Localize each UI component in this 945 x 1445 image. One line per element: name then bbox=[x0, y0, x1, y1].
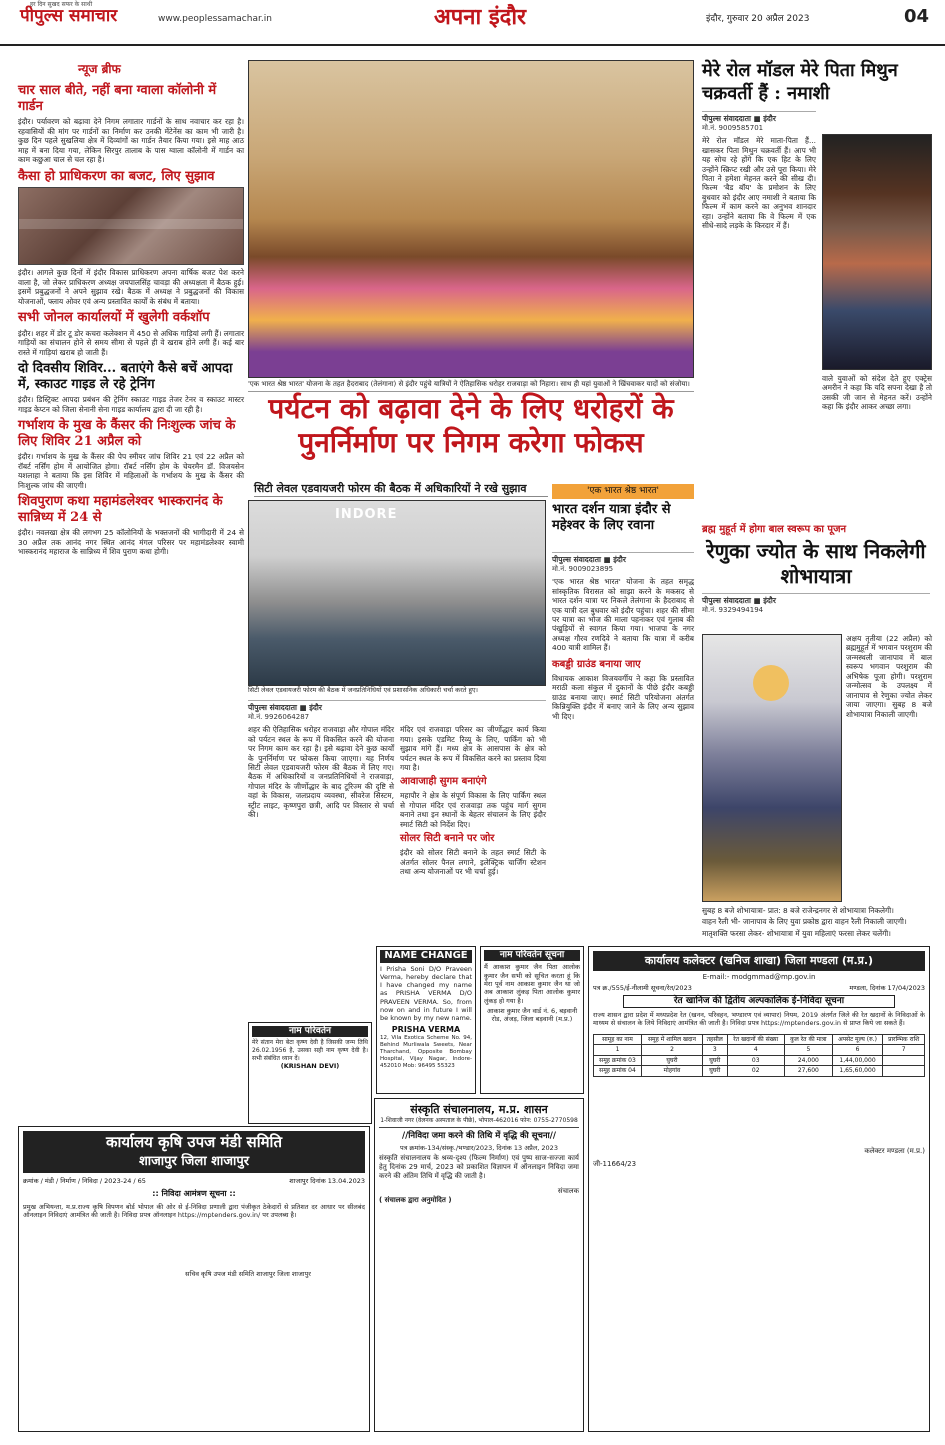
table-cell: 2 bbox=[641, 1045, 702, 1056]
renuka-mobile: मो.नं. 9329494194 bbox=[702, 606, 764, 615]
ek-body: 'एक भारत श्रेष्ठ भारत' योजना के तहत समृद्ध सांस्कृतिक विरासत को साझा करने के मकसद से भारत दर्शन यात्रा पर निकले तेलंगाना के हैदराबाद से एक यात्री दल बुधवार को इंदौर पहुंचा। शहर की सीमा पर यात्रा का भोज की माला पहनाकर एवं गुलाब की पंखुड़ियों से स्वागत किया गया। भाजपा के नगर अध्यक्ष गौरव रणदिवे ने बताया कि यात्रा में करीब 400 यात्री शामिल हैं। bbox=[552, 577, 694, 653]
table-cell: समूह क्रमांक 03 bbox=[594, 1055, 642, 1066]
lead-headline: पर्यटन को बढ़ावा देने के लिए धरोहरों के पुनर्निर्माण पर निगम करेगा फोकस bbox=[268, 392, 674, 460]
np-sign-1: (KRISHAN DEVI) bbox=[280, 1062, 340, 1071]
brief-headline-6: शिवपुराण कथा महामंडलेश्वर भास्करानंद के सान्निध्य में 24 से bbox=[18, 494, 223, 525]
section-title: अपना इंदौर bbox=[434, 4, 527, 30]
lead-body-1: शहर की ऐतिहासिक धरोहर राजवाड़ा और गोपाल मंदिर को पर्यटन स्थल के रूप में विकसित करने की योजना पर निगम काम कर रहा है। इसे बढ़ावा देने कुछ कार्यों के पुनर्निर्माण पर फोकस किया जाएगा। यह निर्णय सिटी लेवल एडवायजरी फोरम की बैठक में लिए गए। बैठक में अधिकारियों व जनप्रतिनिधियों ने राजवाड़ा, गोपाल मंदिर के जीर्णोद्धार के बाद टूरिज्म की दृष्टि से वहां के विकास, जलप्रदाय व्यवस्था, सीवरेज सिस्टम, स्ट्रीट लाइट, कृष्णपुरा छत्री, आदि पर विस्तार से चर्चा की। bbox=[248, 725, 394, 820]
name-parivartan-ad-1 bbox=[248, 1022, 372, 1124]
collector-tender-ad bbox=[588, 946, 930, 1432]
dateline: इंदौर, गुरुवार 20 अप्रैल 2023 bbox=[706, 14, 810, 24]
table-header-cell: कुल रेत की मात्रा bbox=[784, 1034, 832, 1045]
table-cell bbox=[883, 1066, 925, 1077]
brief-body-2: इंदौर। आगले कुछ दिनों में इंदौर विकास प्राधिकरण अपना वार्षिक बजट पेश करने वाला है, जो लेकर प्राधिकरण अध्यक्ष जयपालसिंह चावड़ा की अध्यक्षता में बैठक हुई। इसमें प्रबुद्धजनों ने अपने सुझाव रखे। बैठक में अध्यक्ष ने प्रबुद्धजनों की विकास योजनाओं, फ्लाय ओवर एवं अन्य प्रस्तावित कार्यों के संबंध में बताया। bbox=[18, 268, 244, 306]
sanskriti-sign: संचालक bbox=[557, 1187, 579, 1196]
renuka-side-text bbox=[846, 634, 932, 719]
ek-sub-body: विधायक आकाश विजयवर्गीय ने कहा कि प्रस्तावित मराठी कला संकुल में दुकानों के पीछे इंदौर कबड्डी ग्राउंड बनाया जाए। स्मार्ट सिटी परियोजना अंतर्गत किन्नियुक्ति इंदौर में बनाए जाने के लिए अन्य सुझाव भी दिए। bbox=[552, 673, 694, 721]
table-row bbox=[594, 1066, 925, 1077]
news-brief-tag: न्यूज ब्रीफ bbox=[78, 62, 121, 76]
renuka-list-item-1: सुबह 8 बजे शोभायात्रा- प्रात: 8 बजे राजेन्द्रनगर से शोभायात्रा निकलेगी। bbox=[702, 906, 894, 915]
name-change-address: 12, Vila Exotica Scheme No. 94, Behind Murliwala Sweets, Near Tharchand, Opposite Bombay Hospital, Vijay Nagar, Indore-452010 Mob: 96495 55323 bbox=[380, 1034, 472, 1069]
np-title-1: नाम परिवर्तन bbox=[252, 1026, 368, 1037]
ek-byline: पीपुल्स संवाददाता ■ इंदौर bbox=[552, 552, 694, 564]
namashi-mobile: मो.नं. 9009585701 bbox=[702, 124, 764, 133]
table-cell: 03 bbox=[727, 1055, 784, 1066]
lead-sub-2: सोलर सिटी बनाने पर जोर bbox=[400, 833, 495, 845]
rajwada-group-photo bbox=[248, 60, 694, 378]
site-url[interactable]: www.peoplessamachar.in bbox=[158, 14, 272, 24]
mandi-ref: क्रमांक / मंडी / निर्माण / निविदा / 2023-24 / 65 bbox=[23, 1177, 146, 1185]
lead-sub-2-body: इंदौर को सोलर सिटी बनाने के तहत स्मार्ट सिटी के अंतर्गत सोलर पैनल लगाने, इलेक्ट्रिक चार्जिंग स्टेशन तथा अन्य योजनाओं पर भी चर्चा हुई। bbox=[400, 848, 546, 877]
brief-body-6: इंदौर। नवलखा क्षेत्र की लगभग 25 कॉलोनियों के भक्तजनों की भागीदारी में 24 से 30 अप्रैल तक आनंद नगर स्थित आनंद मंगल परिसर पर महामंडलेश्वर स्वामी भास्करानंद महाराज के सान्निध्य में शिव पुराण कथा होगी। bbox=[18, 528, 244, 557]
brand-tagline: हर दिन सुखद सफर के साथी bbox=[30, 1, 93, 8]
forum-meeting-photo bbox=[248, 500, 546, 686]
collector-ref: पत्र क्र./555/ई-नीलामी सूचना/रेत/2023 bbox=[593, 983, 692, 992]
table-cell: 1,65,60,000 bbox=[832, 1066, 883, 1077]
table-cell: समूह क्रमांक 04 bbox=[594, 1066, 642, 1077]
lead-byline: पीपुल्स संवाददाता ■ इंदौर bbox=[248, 700, 546, 712]
ek-bharat-story bbox=[552, 552, 694, 721]
renuka-kicker: ब्रह्म मुहूर्त में होगा बाल स्वरूप का पूजन bbox=[702, 524, 847, 535]
brand-logo bbox=[20, 1, 118, 27]
mandi-notice: :: निविदा आमंत्रण सूचना :: bbox=[152, 1189, 236, 1199]
table-header-cell: रेत खदानों की संख्या bbox=[727, 1034, 784, 1045]
table-cell: 3 bbox=[702, 1045, 727, 1056]
lead-sub-1-body: महापौर ने क्षेत्र के संपूर्ण विकास के लिए पार्किंग स्थल से गोपाल मंदिर एवं राजवाड़ा तक पहुंच मार्ग सुगम बनाने तथा इन स्थानों के बेहतर संचालन के लिए इंदौर स्मार्ट सिटी को निर्देश दिए। bbox=[400, 791, 546, 829]
table-cell: घुघरी bbox=[641, 1055, 702, 1066]
collector-sign: कलेक्टर मण्डला (म.प्र.) bbox=[864, 1146, 925, 1155]
table-cell: 4 bbox=[727, 1045, 784, 1056]
brief-body-3: इंदौर। शहर में डोर टू डोर कचरा कलेक्शन में 450 से अधिक गाड़ियां लगी हैं। लगातार गाड़ियों का संचालन होने से समय सीमा से पहले ही वे खराब होने लगी हैं। कई बार रास्ते में गाड़ियां खराब हो जाती हैं। bbox=[18, 328, 244, 357]
table-cell: मोहगांव bbox=[641, 1066, 702, 1077]
renuka-headline: रेणुका ज्योत के साथ निकलेगी शोभायात्रा bbox=[706, 539, 926, 588]
np-body-1: मेरे संतान मेरा बेटा कृष्ण देवी है जिसकी जन्म तिथि 26.02.1956 है, उसका सही नाम कृष्ण देवी है। सभी संबंधित ध्यान दें। bbox=[252, 1039, 368, 1062]
sanskriti-notice: //निविदा जमा करने की तिथि में वृद्धि की सूचना// bbox=[402, 1131, 556, 1142]
namashi-headline: मेरे रोल मॉडल मेरे पिता मिथुन चक्रवर्ती हैं : नमाशी bbox=[702, 60, 898, 104]
lead-body-2: मंदिर एवं राजवाड़ा परिसर का जीर्णोद्धार कार्य किया गया। इसके एडमिट रिव्यू के लिए, पार्किंग को भी सुझाव मांगे हैं। मध्य क्षेत्र के आसपास के क्षेत्र को पर्यटन स्थल के रूप में विकसित करने का प्रस्ताव दिया गया है। bbox=[400, 725, 546, 772]
sanskriti-body: संस्कृति संचालनालय के श्रव्य-दृश्य (फिल्म निर्माण) एवं पुष्प साज-सज्जा कार्य हेतु दिनांक 29 मार्च, 2023 को प्रकाशित विज्ञापन में ऑनलाइन निविदा जमा करने की अंतिम तिथि में वृद्धि की जाती है। bbox=[379, 1154, 579, 1181]
renuka-story bbox=[702, 520, 930, 618]
collector-date: मण्डला, दिनांक 17/04/2023 bbox=[849, 983, 925, 992]
table-cell: घुघरी bbox=[702, 1066, 727, 1077]
page-number: 04 bbox=[903, 6, 929, 27]
table-header-cell: प्रारम्भिक राशि bbox=[883, 1034, 925, 1045]
ek-sub: कबड्डी ग्राउंड बनाया जाए bbox=[552, 658, 641, 670]
collector-footer: जी-11664/23 bbox=[593, 1159, 637, 1168]
ek-mobile: मो.नं. 9009023895 bbox=[552, 565, 614, 574]
masthead bbox=[0, 0, 945, 46]
table-cell: 6 bbox=[832, 1045, 883, 1056]
sanskriti-approval: ( संचालक द्वारा अनुमोदित ) bbox=[379, 1196, 452, 1205]
mandi-body: प्रमुख अभियन्ता, म.प्र.राज्य कृषि विपणन बोर्ड भोपाल की ओर से ई-निविदा प्रणाली द्वारा पंजीकृत ठेकेदारों से प्रतिशत दर आधार पर सीलबंद ऑनलाइन निविदाएं आमंत्रित की जाती है। निविदा प्रपत्र ऑनलाइन https://mptenders.gov.in/ पर उपलब्ध है। bbox=[23, 1203, 365, 1220]
namashi-byline: पीपुल्स संवाददाता ■ इंदौर bbox=[702, 111, 816, 123]
table-cell: 7 bbox=[883, 1045, 925, 1056]
renuka-body: अक्षय तृतीया (22 अप्रैल) को ब्रह्ममुहूर्त में भगवान परशुराम की जन्मस्थली जानापाव में बाल स्वरूप भगवान परशुराम की अभिषेक पूजा होगी। परशुराम जन्मोत्सव के उपलक्ष्य में जानापाव से रेणुका ज्योत लेकर जाया जाएगा। सुबह 8 बजे शोभायात्रा निकाली जाएगी। bbox=[846, 634, 932, 719]
lead-photo-caption: 'एक भारत श्रेष्ठ भारत' योजना के तहत हैदराबाद (तेलंगाना) से इंदौर पहुंचे यात्रियों ने ऐतिहासिक धरोहर राजवाड़ा को निहारा। साथ ही यहां युवाओं ने खिंचवाकर यादों को संजोया। bbox=[248, 378, 694, 392]
forum-photo-caption: सिटी लेवल एडवायजरी फोरम की बैठक में जनप्रतिनिधियों एवं प्रशासनिक अधिकारी चर्चा करते हुए। bbox=[248, 686, 479, 694]
renuka-list bbox=[702, 906, 930, 938]
brief-body-1: इंदौर। पर्यावरण को बढ़ावा देने निगम लगातार गार्डनों के साथ नवाचार कर रहा है। रहवासियों की मांग पर गार्डनों का निर्माण कर उनकी मेंटेनेंस का काम भी जारी है। कुछ दिन पहले सुखलिया क्षेत्र में दिव्यांगों का गार्डन तैयार किया गया। इसे माह आठ माह में बना दिया गया, लेकिन सिरपुर तालाब के पास ग्वाला कॉलोनी में गार्डन का काम कछुआ चाल से चल रहा है। bbox=[18, 117, 244, 165]
table-header-row bbox=[594, 1034, 925, 1045]
collector-tender-table bbox=[593, 1034, 925, 1077]
mandi-tender-ad bbox=[18, 1126, 370, 1432]
table-cell: 02 bbox=[727, 1066, 784, 1077]
sanskriti-ref: पत्र क्रमांक-134/संस्कृ./भण्डार/2023, दिनांक 13 अप्रैल, 2023 bbox=[400, 1144, 558, 1153]
mandi-title: कार्यालय कृषि उपज मंडी समिति bbox=[23, 1131, 365, 1154]
mandi-date: शाजापुर दिनांक 13.04.2023 bbox=[289, 1177, 365, 1185]
parshuram-statue-photo bbox=[702, 634, 842, 902]
namashi-body: मेरे रोल मॉडल मेरे माता-पिता हैं... खासकर पिता मिथुन चक्रवर्ती हैं। आप भी यह सोच रहे होंगे कि एक हिट के लिए उन्होंने स्क्रिप्ट रखी और उसे पूरा किया। मेरे पिता ने हमेशा मेहनत करने की सीख दी। फिल्म 'बैड बॉय' के प्रमोशन के लिए बुधवार को इंदौर आए नमाशी ने बताया कि फिल्म में काम करने का अनुभव शानदार रहा। उन्होंने बताया कि वे फिल्म में एक सीधे-सादे लड़के के किरदार में हैं। bbox=[702, 136, 816, 231]
mandi-sign: सचिव कृषि उपज मंडी समिति शाजापुर जिला शाजापुर bbox=[185, 1269, 311, 1278]
brand-name: पीपुल्स समाचार bbox=[20, 6, 118, 26]
table-header-cell: अपसेट मूल्य (रु.) bbox=[832, 1034, 883, 1045]
table-row bbox=[594, 1055, 925, 1066]
collector-body: राज्य शासन द्वारा प्रदेश में मध्यप्रदेश रेत (खनन, परिवहन, भण्डारण एवं व्यापार) नियम, 2019 अंतर्गत जिले की रेत खदानों के निविदाओं के माध्यम से संचालन के लिये निविदाएं आमंत्रित की जाती है। निविदा प्रपत्र https://mptenders.gov.in से प्राप्त किये जा सकते हैं। bbox=[593, 1011, 925, 1028]
meeting-photo bbox=[18, 187, 244, 265]
ek-bharat-headline: भारत दर्शन यात्रा इंदौर से महेश्वर के लिए रवाना bbox=[552, 502, 671, 533]
np-body-2: मैं आकाश कुमार जैन पिता आलोक कुमार जैन सभी को सूचित करता हूं कि मेरा पूर्व नाम आकाश कुमार जैन था जो अब आकाश लुंकड़ पिता आलोक कुमार लुंकड़ हो गया है। bbox=[484, 963, 580, 1005]
namashi-body-2: वाले युवाओं को संदेश देते हुए एक्ट्रेस अमरीन ने कहा कि यदि सपना देखा है तो उसकी जी जान से मेहनत करें। उन्होंने कहा कि इंदौर आकर अच्छा लगा। bbox=[822, 374, 932, 412]
np-sign-2: आकाश कुमार जैन वार्ड नं. 6, बड़वानी रोड, अंजड़, जिला बड़वानी (म.प्र.) bbox=[486, 1006, 578, 1024]
ek-bharat-tag: 'एक भारत श्रेष्ठ भारत' bbox=[552, 484, 694, 499]
lead-sub-1: आवाजाही सुगम बनाएंगे bbox=[400, 776, 487, 788]
lead-subheadline: सिटी लेवल एडवायजरी फोरम की बैठक में अधिकारियों ने रखे सुझाव bbox=[254, 482, 548, 497]
table-header-cell: सामूह का नाम bbox=[594, 1034, 642, 1045]
renuka-list-item-2: वाहन रैली भी- जानापाव के लिए युवा प्रकोष्ठ द्वारा वाहन रैली निकाली जाएगी। bbox=[702, 917, 907, 927]
brief-body-4: इंदौर। डिस्ट्रिक्ट आपदा प्रबंधन की ट्रेनिंग स्काउट गाइड तेजर टेनर व स्काउट मास्टर गाइड केप्टन को जिला सेनानी सेना गाइड कार्यालय द्वारा दी जा रही है। bbox=[18, 395, 244, 414]
name-parivartan-ad-2 bbox=[480, 946, 584, 1094]
table-header-cell: समूह में शामिल खदान bbox=[641, 1034, 702, 1045]
name-change-title: NAME CHANGE bbox=[380, 950, 472, 963]
table-header-cell: तहसील bbox=[702, 1034, 727, 1045]
lead-mobile: मो.नं. 9926064287 bbox=[248, 713, 310, 722]
table-cell: घुघरी bbox=[702, 1055, 727, 1066]
mandi-subtitle: शाजापुर जिला शाजापुर bbox=[23, 1154, 365, 1173]
name-change-body: I Prisha Soni D/O Praveen Verma, hereby declare that I have changed my name as PRISHA VERMA D/O PRAVEEN VERMA. So, from now on and in future I will be known by my new name. bbox=[380, 964, 472, 1023]
sanskriti-address: 1-शिवाजी नगर (वेलनक अस्पताल के पीछे), भोपाल-462016 फोन: 0755-2770598 bbox=[380, 1116, 578, 1124]
brief-headline-1: चार साल बीते, नहीं बना ग्वाला कॉलोनी में गार्डन bbox=[18, 83, 217, 114]
renuka-byline: पीपुल्स संवाददाता ■ इंदौर bbox=[702, 593, 930, 605]
collector-email[interactable]: E-mail:- modgmmad@mp.gov.in bbox=[702, 972, 816, 981]
sanskriti-title: संस्कृति संचालनालय, म.प्र. शासन bbox=[410, 1103, 548, 1116]
sanskriti-ad bbox=[374, 1098, 584, 1432]
np-title-2: नाम परिवर्तन सूचना bbox=[484, 950, 580, 961]
renuka-list-item-3: मातृशक्ति फरसा लेकर- शोभायात्रा में युवा महिलाएं फरसा लेकर चलेंगी। bbox=[702, 928, 891, 938]
namashi-amrin-photo bbox=[822, 134, 932, 370]
collector-title: कार्यालय कलेक्टर (खनिज शाखा) जिला मण्डला (म.प्र.) bbox=[593, 951, 925, 971]
table-cell: 1 bbox=[594, 1045, 642, 1056]
indore-sign: INDORE bbox=[335, 507, 398, 522]
news-brief-column bbox=[18, 62, 244, 557]
table-cell: 5 bbox=[784, 1045, 832, 1056]
table-cell: 27,600 bbox=[784, 1066, 832, 1077]
brief-headline-4: दो दिवसीय शिविर... बताएंगे कैसे बचें आपदा में, स्काउट गाइड ले रहे ट्रेनिंग bbox=[18, 361, 233, 392]
table-cell bbox=[883, 1055, 925, 1066]
collector-notice: रेत खानिज की द्वितीय अल्पकालिक ई-निविदा सूचना bbox=[623, 995, 895, 1008]
brief-headline-2: कैसा हो प्राधिकरण का बजट, लिए सुझाव bbox=[18, 168, 215, 184]
name-change-ad bbox=[376, 946, 476, 1094]
lead-story-text bbox=[248, 700, 546, 877]
table-cell: 24,000 bbox=[784, 1055, 832, 1066]
name-change-sign: PRISHA VERMA bbox=[391, 1024, 461, 1034]
brief-body-5: इंदौर। गर्भाशय के मुख के कैंसर की पेप स्मीयर जांच शिविर 21 एवं 22 अप्रैल को रॉबर्ट नर्सिंग होम में आयोजित होगा। रॉबर्ट नर्सिंग होम के चेयरमैन डॉ. विजयसेन यशलाहा ने बताया कि इस शिविर में महिलाओं के गर्भाशय के मुख के कैंसर की निःशुल्क जांच की जाएगी। bbox=[18, 452, 244, 490]
table-cell: 1,44,00,000 bbox=[832, 1055, 883, 1066]
brief-headline-5: गर्भाशय के मुख के कैंसर की निःशुल्क जांच के लिए शिविर 21 अप्रैल को bbox=[18, 418, 236, 449]
brief-headline-3: सभी जोनल कार्यालयों में खुलेगी वर्कशॉप bbox=[18, 310, 210, 325]
table-row bbox=[594, 1045, 925, 1056]
